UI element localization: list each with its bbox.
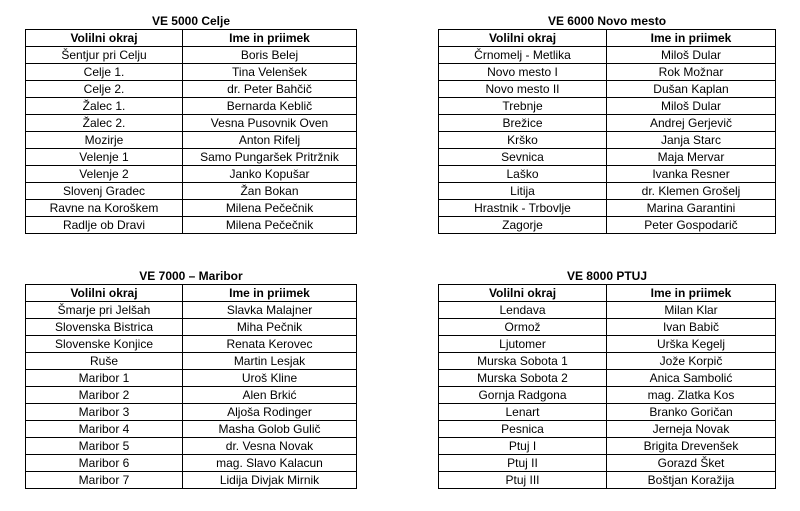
name-cell: Rok Možnar	[607, 64, 776, 81]
table-title: VE 8000 PTUJ	[566, 269, 648, 283]
table-title: VE 6000 Novo mesto	[547, 14, 667, 28]
table-row	[439, 47, 776, 64]
name-cell: dr. Vesna Novak	[183, 438, 357, 455]
name-cell: Maja Mervar	[607, 149, 776, 166]
table-row	[439, 319, 776, 336]
table-row	[26, 81, 357, 98]
district-cell: Ruše	[26, 353, 183, 370]
table-row	[439, 455, 776, 472]
table-row	[439, 421, 776, 438]
district-header: Volilni okraj	[439, 285, 607, 302]
name-cell: Miloš Dular	[607, 47, 776, 64]
name-cell: Uroš Kline	[183, 370, 357, 387]
table-row	[26, 132, 357, 149]
district-cell: Pesnica	[439, 421, 607, 438]
table-block-maribor	[25, 268, 357, 489]
district-cell: Maribor 4	[26, 421, 183, 438]
district-cell: Murska Sobota 2	[439, 370, 607, 387]
table-row	[439, 183, 776, 200]
district-cell: Slovenska Bistrica	[26, 319, 183, 336]
table-row	[439, 115, 776, 132]
name-cell: dr. Peter Bahčič	[183, 81, 357, 98]
name-cell: mag. Slavo Kalacun	[183, 455, 357, 472]
name-cell: Boštjan Koražija	[607, 472, 776, 489]
table-row	[26, 166, 357, 183]
table-row	[439, 353, 776, 370]
table-row	[439, 98, 776, 115]
name-header: Ime in priimek	[607, 30, 776, 47]
name-cell: Miloš Dular	[607, 98, 776, 115]
header-row	[439, 30, 776, 47]
name-cell: dr. Klemen Grošelj	[607, 183, 776, 200]
district-cell: Ptuj II	[439, 455, 607, 472]
name-cell: Aljoša Rodinger	[183, 404, 357, 421]
name-cell: Brigita Drevenšek	[607, 438, 776, 455]
district-cell: Celje 1.	[26, 64, 183, 81]
table-row	[26, 47, 357, 64]
table-row	[439, 200, 776, 217]
district-cell: Maribor 1	[26, 370, 183, 387]
district-cell: Maribor 2	[26, 387, 183, 404]
district-cell: Maribor 5	[26, 438, 183, 455]
table-row	[439, 166, 776, 183]
district-cell: Maribor 7	[26, 472, 183, 489]
district-cell: Litija	[439, 183, 607, 200]
district-cell: Žalec 2.	[26, 115, 183, 132]
district-cell: Maribor 6	[26, 455, 183, 472]
name-header: Ime in priimek	[607, 285, 776, 302]
table-body	[439, 47, 776, 234]
district-cell: Gornja Radgona	[439, 387, 607, 404]
table-row	[439, 149, 776, 166]
table-body	[26, 47, 357, 234]
district-cell: Lendava	[439, 302, 607, 319]
table-row	[26, 183, 357, 200]
name-cell: Peter Gospodarič	[607, 217, 776, 234]
candidates-table	[25, 284, 357, 489]
table-row	[26, 404, 357, 421]
name-cell: Masha Golob Gulič	[183, 421, 357, 438]
district-cell: Novo mesto II	[439, 81, 607, 98]
district-header: Volilni okraj	[439, 30, 607, 47]
table-title: VE 7000 – Maribor	[139, 269, 243, 283]
district-cell: Ptuj I	[439, 438, 607, 455]
district-header: Volilni okraj	[26, 285, 183, 302]
district-cell: Šmarje pri Jelšah	[26, 302, 183, 319]
table-block-novo-mesto	[438, 13, 776, 234]
table-row	[439, 217, 776, 234]
name-cell: Jože Korpič	[607, 353, 776, 370]
name-cell: Janko Kopušar	[183, 166, 357, 183]
name-cell: Vesna Pusovnik Oven	[183, 115, 357, 132]
district-cell: Trebnje	[439, 98, 607, 115]
table-row	[439, 302, 776, 319]
table-row	[26, 438, 357, 455]
district-cell: Ormož	[439, 319, 607, 336]
table-block-ptuj	[438, 268, 776, 489]
table-row	[439, 404, 776, 421]
name-cell: Renata Kerovec	[183, 336, 357, 353]
name-cell: Milan Klar	[607, 302, 776, 319]
name-cell: Samo Pungaršek Pritržnik	[183, 149, 357, 166]
district-cell: Velenje 2	[26, 166, 183, 183]
table-row	[439, 336, 776, 353]
district-cell: Maribor 3	[26, 404, 183, 421]
district-header: Volilni okraj	[26, 30, 183, 47]
name-cell: Branko Goričan	[607, 404, 776, 421]
district-cell: Mozirje	[26, 132, 183, 149]
name-cell: Urška Kegelj	[607, 336, 776, 353]
candidates-table	[438, 284, 776, 489]
name-cell: Ivanka Resner	[607, 166, 776, 183]
district-cell: Murska Sobota 1	[439, 353, 607, 370]
name-cell: Miha Pečnik	[183, 319, 357, 336]
table-row	[26, 353, 357, 370]
name-cell: Dušan Kaplan	[607, 81, 776, 98]
table-row	[439, 132, 776, 149]
table-body	[26, 302, 357, 489]
candidates-table	[438, 29, 776, 234]
table-row	[26, 64, 357, 81]
district-cell: Slovenj Gradec	[26, 183, 183, 200]
table-row	[26, 149, 357, 166]
table-row	[26, 98, 357, 115]
table-row	[26, 387, 357, 404]
name-cell: Andrej Gerjevič	[607, 115, 776, 132]
table-block-celje	[25, 13, 357, 234]
district-cell: Slovenske Konjice	[26, 336, 183, 353]
table-row	[26, 115, 357, 132]
table-row	[439, 472, 776, 489]
district-cell: Novo mesto I	[439, 64, 607, 81]
header-row	[26, 30, 357, 47]
district-cell: Brežice	[439, 115, 607, 132]
table-body	[439, 302, 776, 489]
name-cell: Tina Velenšek	[183, 64, 357, 81]
name-cell: Jerneja Novak	[607, 421, 776, 438]
name-header: Ime in priimek	[183, 30, 357, 47]
district-cell: Sevnica	[439, 149, 607, 166]
name-cell: Anton Rifelj	[183, 132, 357, 149]
district-cell: Celje 2.	[26, 81, 183, 98]
district-cell: Ptuj III	[439, 472, 607, 489]
district-cell: Laško	[439, 166, 607, 183]
table-row	[439, 387, 776, 404]
table-row	[439, 81, 776, 98]
table-title: VE 5000 Celje	[151, 14, 231, 28]
name-cell: Alen Brkić	[183, 387, 357, 404]
name-cell: Žan Bokan	[183, 183, 357, 200]
table-row	[26, 217, 357, 234]
table-row	[26, 200, 357, 217]
table-row	[26, 455, 357, 472]
table-row	[26, 336, 357, 353]
name-cell: Slavka Malajner	[183, 302, 357, 319]
district-cell: Zagorje	[439, 217, 607, 234]
table-row	[439, 64, 776, 81]
name-cell: Milena Pečečnik	[183, 217, 357, 234]
name-cell: Anica Sambolić	[607, 370, 776, 387]
district-cell: Lenart	[439, 404, 607, 421]
table-row	[26, 472, 357, 489]
table-row	[26, 319, 357, 336]
name-cell: Milena Pečečnik	[183, 200, 357, 217]
name-cell: Janja Starc	[607, 132, 776, 149]
name-cell: Martin Lesjak	[183, 353, 357, 370]
name-cell: Ivan Babič	[607, 319, 776, 336]
table-row	[26, 421, 357, 438]
table-row	[439, 438, 776, 455]
header-row	[439, 285, 776, 302]
candidates-table	[25, 29, 357, 234]
name-header: Ime in priimek	[183, 285, 357, 302]
name-cell: mag. Zlatka Kos	[607, 387, 776, 404]
district-cell: Krško	[439, 132, 607, 149]
name-cell: Gorazd Šket	[607, 455, 776, 472]
district-cell: Velenje 1	[26, 149, 183, 166]
table-row	[439, 370, 776, 387]
district-cell: Črnomelj - Metlika	[439, 47, 607, 64]
district-cell: Ravne na Koroškem	[26, 200, 183, 217]
name-cell: Marina Garantini	[607, 200, 776, 217]
name-cell: Lidija Divjak Mirnik	[183, 472, 357, 489]
name-cell: Bernarda Keblič	[183, 98, 357, 115]
district-cell: Radlje ob Dravi	[26, 217, 183, 234]
name-cell: Boris Belej	[183, 47, 357, 64]
district-cell: Hrastnik - Trbovlje	[439, 200, 607, 217]
table-row	[26, 302, 357, 319]
district-cell: Žalec 1.	[26, 98, 183, 115]
header-row	[26, 285, 357, 302]
district-cell: Šentjur pri Celju	[26, 47, 183, 64]
table-row	[26, 370, 357, 387]
district-cell: Ljutomer	[439, 336, 607, 353]
